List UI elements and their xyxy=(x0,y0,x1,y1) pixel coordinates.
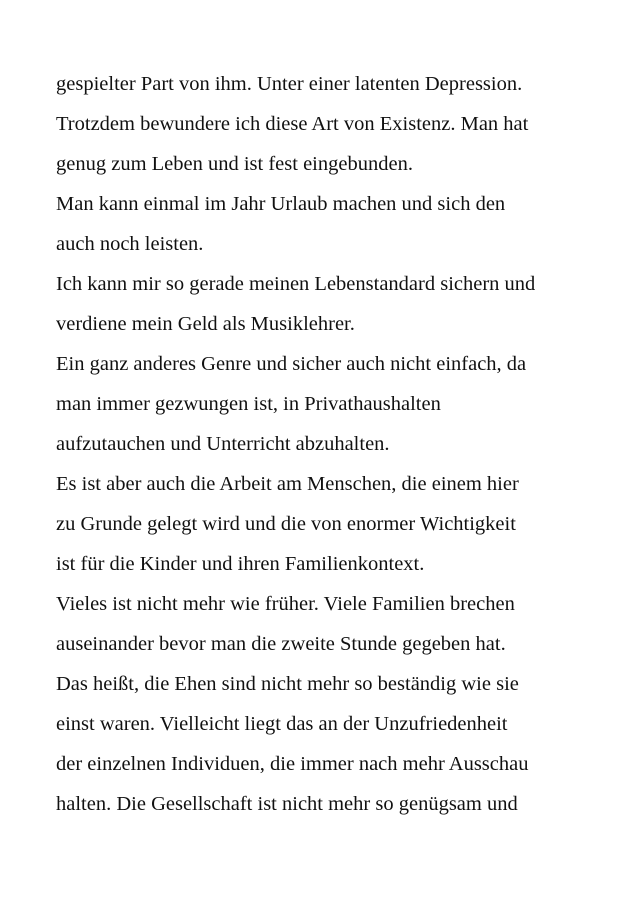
text-line: Ein ganz anderes Genre und sicher auch nicht einfach, da xyxy=(56,353,527,375)
text-line: Vieles ist nicht mehr wie früher. Viele Familien brechen xyxy=(56,593,515,615)
text-line: zu Grunde gelegt wird und die von enormer Wichtigkeit xyxy=(56,513,516,535)
text-line: Es ist aber auch die Arbeit am Menschen, die einem hier xyxy=(56,473,519,495)
body-text xyxy=(56,64,616,824)
text-line: Ich kann mir so gerade meinen Lebenstandard sichern und xyxy=(56,273,536,295)
text-line: der einzelnen Individuen, die immer nach mehr Ausschau xyxy=(56,753,529,775)
text-line: einst waren. Vielleicht liegt das an der Unzufriedenheit xyxy=(56,713,508,735)
text-line: Trotzdem bewundere ich diese Art von Existenz. Man hat xyxy=(56,113,529,135)
text-line: auseinander bevor man die zweite Stunde gegeben hat. xyxy=(56,633,506,655)
text-line: genug zum Leben und ist fest eingebunden. xyxy=(56,153,413,175)
text-line: Das heißt, die Ehen sind nicht mehr so beständig wie sie xyxy=(56,673,519,695)
text-line: gespielter Part von ihm. Unter einer latenten Depression. xyxy=(56,73,523,95)
text-line: man immer gezwungen ist, in Privathaushalten xyxy=(56,393,441,415)
text-line: ist für die Kinder und ihren Familienkontext. xyxy=(56,553,425,575)
text-line: auch noch leisten. xyxy=(56,233,204,255)
text-line: Man kann einmal im Jahr Urlaub machen und sich den xyxy=(56,193,506,215)
text-line: halten. Die Gesellschaft ist nicht mehr so genügsam und xyxy=(56,793,518,815)
text-line: verdiene mein Geld als Musiklehrer. xyxy=(56,313,355,335)
text-line: aufzutauchen und Unterricht abzuhalten. xyxy=(56,433,390,455)
